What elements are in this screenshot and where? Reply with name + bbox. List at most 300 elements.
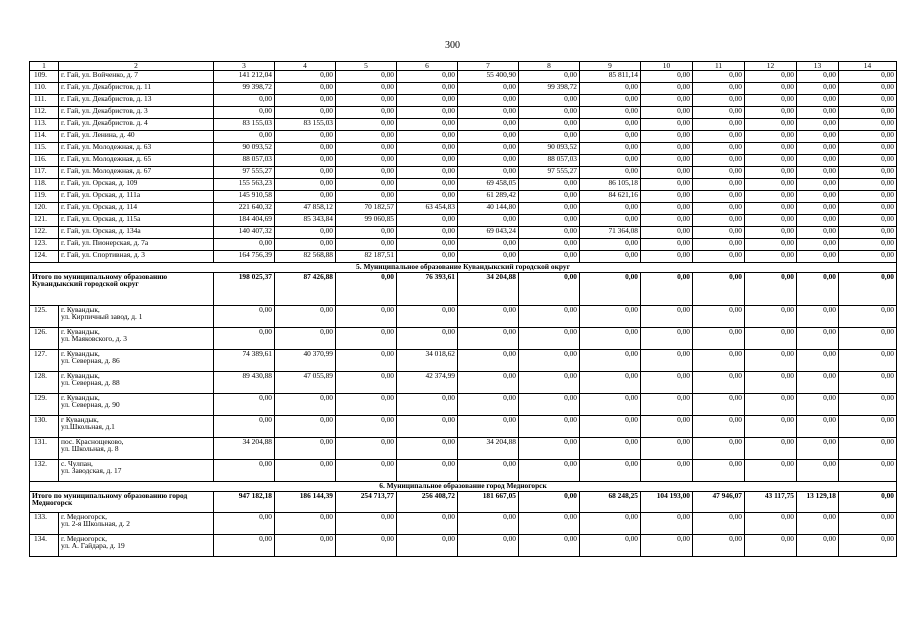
value-cell: 0,00 xyxy=(693,71,745,83)
value-cell: 0,00 xyxy=(519,107,580,119)
value-cell: 0,00 xyxy=(745,460,797,482)
row-index: 121. xyxy=(30,215,59,227)
value-cell: 0,00 xyxy=(336,107,397,119)
table-row xyxy=(30,155,897,167)
row-index: 129. xyxy=(30,394,59,416)
value-cell: 0,00 xyxy=(458,143,519,155)
value-cell: 0,00 xyxy=(797,438,839,460)
total-value-cell: 0,00 xyxy=(839,492,897,513)
value-cell: 0,00 xyxy=(641,416,693,438)
value-cell: 0,00 xyxy=(275,95,336,107)
value-cell: 164 756,39 xyxy=(214,251,275,263)
page-number: 300 xyxy=(445,40,460,51)
value-cell: 0,00 xyxy=(580,107,641,119)
table-row xyxy=(30,416,897,438)
value-cell: 0,00 xyxy=(693,460,745,482)
value-cell: 0,00 xyxy=(693,119,745,131)
value-cell: 86 105,18 xyxy=(580,179,641,191)
row-index: 125. xyxy=(30,306,59,328)
column-number-header: 7 xyxy=(458,62,519,71)
value-cell: 0,00 xyxy=(745,71,797,83)
address-cell: г. Гай, ул. Спортивная, д. 3 xyxy=(59,251,214,263)
column-number-header: 3 xyxy=(214,62,275,71)
value-cell: 0,00 xyxy=(580,203,641,215)
address-cell: г. Гай, ул. Декабристов, д. 3 xyxy=(59,107,214,119)
value-cell: 0,00 xyxy=(839,438,897,460)
value-cell: 0,00 xyxy=(336,328,397,350)
value-cell: 0,00 xyxy=(519,131,580,143)
value-cell: 0,00 xyxy=(580,394,641,416)
value-cell: 0,00 xyxy=(797,179,839,191)
section-heading-row xyxy=(30,482,897,492)
row-index: 120. xyxy=(30,203,59,215)
value-cell: 0,00 xyxy=(797,239,839,251)
value-cell: 0,00 xyxy=(641,251,693,263)
value-cell: 0,00 xyxy=(336,71,397,83)
value-cell: 0,00 xyxy=(275,83,336,95)
value-cell: 34 018,62 xyxy=(397,350,458,372)
value-cell: 0,00 xyxy=(580,239,641,251)
value-cell: 0,00 xyxy=(641,167,693,179)
address-cell: г. Кувандык, ул. Северная, д. 88 xyxy=(59,372,214,394)
value-cell: 0,00 xyxy=(693,416,745,438)
value-cell: 0,00 xyxy=(693,155,745,167)
value-cell: 0,00 xyxy=(275,167,336,179)
value-cell: 0,00 xyxy=(839,119,897,131)
value-cell: 0,00 xyxy=(797,350,839,372)
value-cell: 0,00 xyxy=(397,155,458,167)
row-index: 124. xyxy=(30,251,59,263)
value-cell: 0,00 xyxy=(839,95,897,107)
value-cell: 0,00 xyxy=(839,251,897,263)
value-cell: 0,00 xyxy=(397,167,458,179)
value-cell: 0,00 xyxy=(745,215,797,227)
value-cell: 0,00 xyxy=(214,535,275,557)
total-row xyxy=(30,273,897,306)
table-row xyxy=(30,131,897,143)
value-cell: 0,00 xyxy=(275,394,336,416)
value-cell: 0,00 xyxy=(745,328,797,350)
table-row xyxy=(30,513,897,535)
value-cell: 0,00 xyxy=(336,306,397,328)
value-cell: 0,00 xyxy=(397,71,458,83)
value-cell: 0,00 xyxy=(693,215,745,227)
total-label: Итого по муниципальному образованию город Медногорск xyxy=(30,492,214,513)
value-cell: 0,00 xyxy=(275,416,336,438)
value-cell: 0,00 xyxy=(580,95,641,107)
value-cell: 0,00 xyxy=(693,95,745,107)
value-cell: 0,00 xyxy=(641,83,693,95)
value-cell: 0,00 xyxy=(458,215,519,227)
column-number-header: 11 xyxy=(693,62,745,71)
total-value-cell: 104 193,00 xyxy=(641,492,693,513)
table-row xyxy=(30,227,897,239)
value-cell: 0,00 xyxy=(397,306,458,328)
value-cell: 0,00 xyxy=(580,438,641,460)
row-index: 131. xyxy=(30,438,59,460)
total-value-cell: 186 144,39 xyxy=(275,492,336,513)
value-cell: 0,00 xyxy=(745,227,797,239)
value-cell: 0,00 xyxy=(336,535,397,557)
value-cell: 0,00 xyxy=(458,107,519,119)
column-number-header: 13 xyxy=(797,62,839,71)
value-cell: 0,00 xyxy=(839,460,897,482)
value-cell: 0,00 xyxy=(275,438,336,460)
value-cell: 0,00 xyxy=(275,71,336,83)
value-cell: 0,00 xyxy=(336,460,397,482)
row-index: 112. xyxy=(30,107,59,119)
total-value-cell: 256 408,72 xyxy=(397,492,458,513)
value-cell: 0,00 xyxy=(519,513,580,535)
value-cell: 97 555,27 xyxy=(519,167,580,179)
total-value-cell: 47 946,07 xyxy=(693,492,745,513)
column-number-header: 4 xyxy=(275,62,336,71)
total-label: Итого по муниципальному образованию Кувандыкский городской округ xyxy=(30,273,214,306)
row-index: 114. xyxy=(30,131,59,143)
value-cell: 0,00 xyxy=(797,119,839,131)
address-cell: г. Гай, ул. Орская, д. 134а xyxy=(59,227,214,239)
table-row xyxy=(30,95,897,107)
table-row xyxy=(30,239,897,251)
value-cell: 0,00 xyxy=(275,535,336,557)
table-row xyxy=(30,83,897,95)
value-cell: 0,00 xyxy=(641,239,693,251)
table-row xyxy=(30,107,897,119)
value-cell: 0,00 xyxy=(336,83,397,95)
total-value-cell: 0,00 xyxy=(797,273,839,306)
address-cell: г. Гай, ул. Декабристов, д. 11 xyxy=(59,83,214,95)
total-value-cell: 0,00 xyxy=(745,273,797,306)
value-cell: 0,00 xyxy=(797,143,839,155)
value-cell: 0,00 xyxy=(839,155,897,167)
total-value-cell: 87 426,88 xyxy=(275,273,336,306)
value-cell: 0,00 xyxy=(519,416,580,438)
value-cell: 0,00 xyxy=(458,119,519,131)
value-cell: 0,00 xyxy=(397,83,458,95)
row-index: 130. xyxy=(30,416,59,438)
value-cell: 90 093,52 xyxy=(214,143,275,155)
table-row xyxy=(30,535,897,557)
value-cell: 47 858,12 xyxy=(275,203,336,215)
value-cell: 0,00 xyxy=(519,227,580,239)
value-cell: 89 430,88 xyxy=(214,372,275,394)
section-heading-row xyxy=(30,263,897,273)
value-cell: 47 055,89 xyxy=(275,372,336,394)
total-value-cell: 43 117,75 xyxy=(745,492,797,513)
column-number-header: 9 xyxy=(580,62,641,71)
row-index: 113. xyxy=(30,119,59,131)
value-cell: 0,00 xyxy=(693,179,745,191)
value-cell: 0,00 xyxy=(797,535,839,557)
total-value-cell: 0,00 xyxy=(693,273,745,306)
value-cell: 0,00 xyxy=(797,107,839,119)
column-number-header: 8 xyxy=(519,62,580,71)
value-cell: 0,00 xyxy=(336,131,397,143)
value-cell: 0,00 xyxy=(745,535,797,557)
table-row xyxy=(30,394,897,416)
value-cell: 0,00 xyxy=(336,239,397,251)
value-cell: 0,00 xyxy=(458,131,519,143)
value-cell: 0,00 xyxy=(397,143,458,155)
value-cell: 85 343,84 xyxy=(275,215,336,227)
value-cell: 0,00 xyxy=(397,119,458,131)
row-index: 115. xyxy=(30,143,59,155)
value-cell: 0,00 xyxy=(580,306,641,328)
value-cell: 0,00 xyxy=(275,143,336,155)
row-index: 133. xyxy=(30,513,59,535)
value-cell: 0,00 xyxy=(745,95,797,107)
value-cell: 0,00 xyxy=(336,179,397,191)
value-cell: 84 621,16 xyxy=(580,191,641,203)
value-cell: 0,00 xyxy=(458,95,519,107)
value-cell: 0,00 xyxy=(693,131,745,143)
column-number-header: 14 xyxy=(839,62,897,71)
value-cell: 61 289,42 xyxy=(458,191,519,203)
value-cell: 85 811,14 xyxy=(580,71,641,83)
value-cell: 0,00 xyxy=(397,227,458,239)
value-cell: 0,00 xyxy=(693,107,745,119)
value-cell: 97 555,27 xyxy=(214,167,275,179)
address-cell: г. Кувандык, ул. Маяковского, д. 3 xyxy=(59,328,214,350)
value-cell: 0,00 xyxy=(336,372,397,394)
value-cell: 69 458,05 xyxy=(458,179,519,191)
value-cell: 0,00 xyxy=(458,372,519,394)
value-cell: 0,00 xyxy=(797,394,839,416)
value-cell: 0,00 xyxy=(745,239,797,251)
value-cell: 0,00 xyxy=(641,203,693,215)
value-cell: 0,00 xyxy=(839,143,897,155)
value-cell: 74 389,61 xyxy=(214,350,275,372)
value-cell: 0,00 xyxy=(519,438,580,460)
value-cell: 0,00 xyxy=(839,328,897,350)
value-cell: 0,00 xyxy=(275,328,336,350)
value-cell: 0,00 xyxy=(797,203,839,215)
value-cell: 0,00 xyxy=(693,306,745,328)
value-cell: 0,00 xyxy=(745,203,797,215)
value-cell: 0,00 xyxy=(641,438,693,460)
value-cell: 0,00 xyxy=(397,438,458,460)
row-index: 119. xyxy=(30,191,59,203)
value-cell: 140 407,32 xyxy=(214,227,275,239)
table-row xyxy=(30,167,897,179)
value-cell: 141 212,04 xyxy=(214,71,275,83)
table-row xyxy=(30,350,897,372)
table-row xyxy=(30,119,897,131)
value-cell: 0,00 xyxy=(839,167,897,179)
address-cell: г. Кувандык, ул. Северная, д. 90 xyxy=(59,394,214,416)
address-cell: г. Гай, ул. Молодежная, д. 63 xyxy=(59,143,214,155)
value-cell: 0,00 xyxy=(336,513,397,535)
value-cell: 99 398,72 xyxy=(214,83,275,95)
value-cell: 0,00 xyxy=(519,239,580,251)
address-cell: г. Гай, ул. Ленина, д. 40 xyxy=(59,131,214,143)
column-number-header: 1 xyxy=(30,62,59,71)
value-cell: 0,00 xyxy=(641,71,693,83)
value-cell: 0,00 xyxy=(458,535,519,557)
address-cell: г. Гай, ул. Орская, д. 111а xyxy=(59,191,214,203)
row-index: 126. xyxy=(30,328,59,350)
value-cell: 0,00 xyxy=(745,107,797,119)
table-row xyxy=(30,460,897,482)
value-cell: 0,00 xyxy=(580,350,641,372)
value-cell: 0,00 xyxy=(839,227,897,239)
value-cell: 0,00 xyxy=(839,239,897,251)
value-cell: 0,00 xyxy=(641,460,693,482)
value-cell: 0,00 xyxy=(745,167,797,179)
value-cell: 0,00 xyxy=(336,227,397,239)
value-cell: 0,00 xyxy=(519,95,580,107)
value-cell: 0,00 xyxy=(839,71,897,83)
address-cell: г. Медногорск, ул. 2-я Школьная, д. 2 xyxy=(59,513,214,535)
value-cell: 0,00 xyxy=(797,227,839,239)
value-cell: 0,00 xyxy=(336,394,397,416)
row-index: 111. xyxy=(30,95,59,107)
value-cell: 0,00 xyxy=(745,416,797,438)
value-cell: 0,00 xyxy=(693,167,745,179)
header-row xyxy=(30,62,897,71)
value-cell: 0,00 xyxy=(519,251,580,263)
value-cell: 0,00 xyxy=(580,513,641,535)
value-cell: 0,00 xyxy=(745,438,797,460)
value-cell: 0,00 xyxy=(519,328,580,350)
table-row xyxy=(30,438,897,460)
value-cell: 0,00 xyxy=(214,239,275,251)
table-row xyxy=(30,179,897,191)
value-cell: 0,00 xyxy=(275,306,336,328)
value-cell: 0,00 xyxy=(641,306,693,328)
value-cell: 0,00 xyxy=(580,131,641,143)
address-cell: г. Кувандык, ул. Северная, д. 86 xyxy=(59,350,214,372)
value-cell: 0,00 xyxy=(797,306,839,328)
value-cell: 184 404,69 xyxy=(214,215,275,227)
value-cell: 0,00 xyxy=(336,191,397,203)
value-cell: 0,00 xyxy=(580,535,641,557)
value-cell: 0,00 xyxy=(580,167,641,179)
value-cell: 0,00 xyxy=(745,119,797,131)
value-cell: 0,00 xyxy=(641,328,693,350)
value-cell: 0,00 xyxy=(580,251,641,263)
value-cell: 0,00 xyxy=(397,107,458,119)
total-value-cell: 198 025,37 xyxy=(214,273,275,306)
value-cell: 0,00 xyxy=(519,203,580,215)
value-cell: 0,00 xyxy=(458,416,519,438)
value-cell: 0,00 xyxy=(839,215,897,227)
value-cell: 0,00 xyxy=(797,416,839,438)
value-cell: 0,00 xyxy=(519,394,580,416)
value-cell: 0,00 xyxy=(214,95,275,107)
value-cell: 0,00 xyxy=(839,131,897,143)
value-cell: 0,00 xyxy=(397,179,458,191)
column-number-header: 12 xyxy=(745,62,797,71)
value-cell: 0,00 xyxy=(580,119,641,131)
value-cell: 0,00 xyxy=(397,394,458,416)
value-cell: 0,00 xyxy=(214,394,275,416)
value-cell: 0,00 xyxy=(641,394,693,416)
table-row xyxy=(30,71,897,83)
row-index: 109. xyxy=(30,71,59,83)
value-cell: 0,00 xyxy=(214,513,275,535)
value-cell: 0,00 xyxy=(458,155,519,167)
value-cell: 0,00 xyxy=(458,328,519,350)
value-cell: 0,00 xyxy=(693,513,745,535)
address-cell: пос. Краснощеково, ул. Школьная, д. 8 xyxy=(59,438,214,460)
address-cell: г. Гай, ул. Пионерская, д. 7а xyxy=(59,239,214,251)
value-cell: 145 910,58 xyxy=(214,191,275,203)
row-index: 123. xyxy=(30,239,59,251)
value-cell: 0,00 xyxy=(693,394,745,416)
total-value-cell: 254 713,77 xyxy=(336,492,397,513)
value-cell: 0,00 xyxy=(397,215,458,227)
address-cell: г Кувандык, ул.Школьная, д.1 xyxy=(59,416,214,438)
value-cell: 0,00 xyxy=(519,191,580,203)
value-cell: 0,00 xyxy=(839,191,897,203)
value-cell: 34 204,88 xyxy=(214,438,275,460)
value-cell: 0,00 xyxy=(519,535,580,557)
value-cell: 83 155,03 xyxy=(214,119,275,131)
value-cell: 0,00 xyxy=(693,239,745,251)
row-index: 116. xyxy=(30,155,59,167)
value-cell: 0,00 xyxy=(797,215,839,227)
value-cell: 0,00 xyxy=(458,167,519,179)
value-cell: 0,00 xyxy=(519,306,580,328)
value-cell: 0,00 xyxy=(275,179,336,191)
value-cell: 0,00 xyxy=(641,107,693,119)
value-cell: 71 364,08 xyxy=(580,227,641,239)
value-cell: 0,00 xyxy=(458,83,519,95)
value-cell: 0,00 xyxy=(839,306,897,328)
value-cell: 69 043,24 xyxy=(458,227,519,239)
value-cell: 0,00 xyxy=(275,460,336,482)
address-cell: г. Гай, ул. Орская, д. 115а xyxy=(59,215,214,227)
value-cell: 0,00 xyxy=(397,95,458,107)
value-cell: 0,00 xyxy=(745,191,797,203)
row-index: 134. xyxy=(30,535,59,557)
value-cell: 0,00 xyxy=(693,83,745,95)
address-cell: г. Гай, ул. Молодежная, д. 67 xyxy=(59,167,214,179)
value-cell: 0,00 xyxy=(458,513,519,535)
value-cell: 83 155,03 xyxy=(275,119,336,131)
value-cell: 0,00 xyxy=(580,460,641,482)
value-cell: 0,00 xyxy=(519,119,580,131)
value-cell: 0,00 xyxy=(839,350,897,372)
address-cell: г. Гай, ул. Декабристов, д. 13 xyxy=(59,95,214,107)
row-index: 128. xyxy=(30,372,59,394)
value-cell: 42 374,99 xyxy=(397,372,458,394)
value-cell: 0,00 xyxy=(839,394,897,416)
total-value-cell: 68 248,25 xyxy=(580,492,641,513)
value-cell: 0,00 xyxy=(693,143,745,155)
value-cell: 0,00 xyxy=(745,155,797,167)
value-cell: 70 182,57 xyxy=(336,203,397,215)
value-cell: 0,00 xyxy=(693,350,745,372)
value-cell: 0,00 xyxy=(519,460,580,482)
value-cell: 0,00 xyxy=(580,215,641,227)
total-value-cell: 947 182,18 xyxy=(214,492,275,513)
value-cell: 0,00 xyxy=(641,350,693,372)
value-cell: 0,00 xyxy=(397,460,458,482)
value-cell: 0,00 xyxy=(519,350,580,372)
value-cell: 0,00 xyxy=(397,328,458,350)
value-cell: 0,00 xyxy=(641,131,693,143)
value-cell: 88 057,03 xyxy=(214,155,275,167)
value-cell: 0,00 xyxy=(275,513,336,535)
value-cell: 0,00 xyxy=(797,95,839,107)
value-cell: 0,00 xyxy=(797,131,839,143)
row-index: 122. xyxy=(30,227,59,239)
row-index: 118. xyxy=(30,179,59,191)
value-cell: 0,00 xyxy=(797,71,839,83)
value-cell: 0,00 xyxy=(458,251,519,263)
